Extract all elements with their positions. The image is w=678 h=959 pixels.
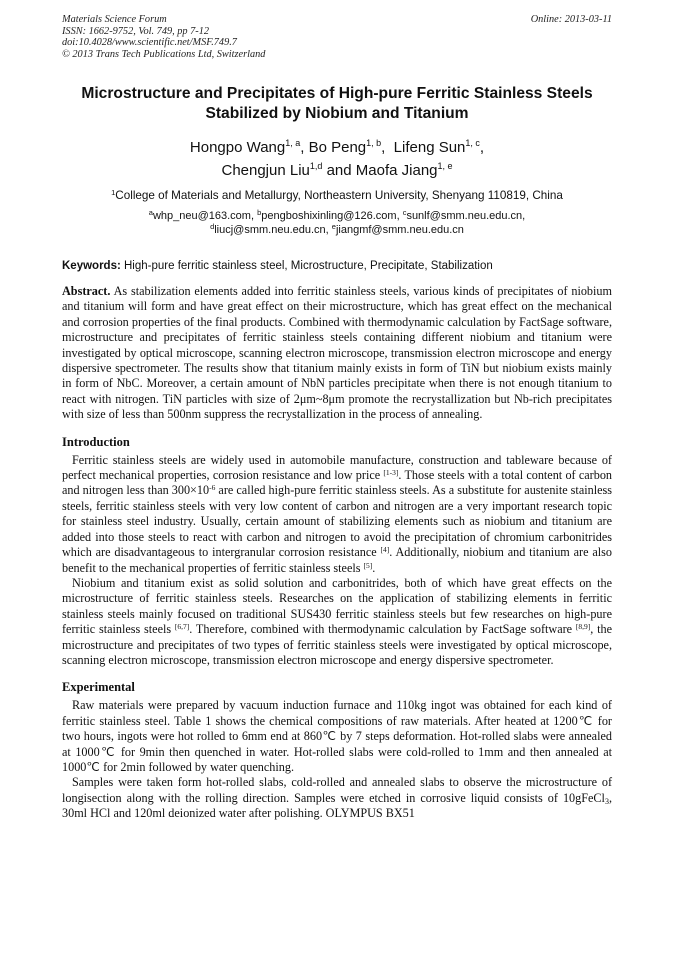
exponent: -6 <box>209 483 216 493</box>
author-line-1 <box>62 136 612 159</box>
author-sup: 1, c <box>465 138 480 148</box>
text-run: . <box>372 560 376 575</box>
citation[interactable]: [6,7] <box>174 622 190 632</box>
email-separator: , <box>250 210 258 222</box>
email-separator: , <box>325 224 332 236</box>
citation[interactable]: [8,9] <box>575 622 591 632</box>
email-list <box>62 209 612 237</box>
abstract-text: As stabilization elements added into ferritic stainless steels, various kinds of precipitates of niobium and titanium will form and have great effect on their microstructure, which has great effect on the mechanical and corrosion properties of the final products. Combined with thermodynamic calculation by FactSage software, microstructure and precipitates of ferritic stainless steels containing different niobium and titanium were investigated by optical microscope, scanning electron microscope, transmission electron microscope and energy dispersive spectrometer. The results show that titanium mainly exists in form of TiN but niobium exists mainly in form of NbC. Moreover, a certain amount of NbN particles precipitate when there is not enough titanium to react with nitrogen. TiN particles with size of 2μm~8μm promote the recrystallization but Nb-rich precipitates with size of less than 500nm suppress the recrystallization in the process of annealing. <box>62 284 612 422</box>
experimental-paragraph-1: Raw materials were prepared by vacuum induction furnace and 110kg ingot was obtained for each kind of ferritic stainless steel. Table 1 shows the chemical compositions of raw materials. After heated at 1200℃ for two hours, ingots were hot rolled to 6mm end at 860℃ by 7 steps deformation. Hot-rolled slabs were annealed at 1000℃ for 9min then quenched in water. Hot-rolled slabs were cold-rolled to 1mm and then annealed at 1000℃ for 2min followed by water quenching. <box>62 698 612 774</box>
author-name: Bo Peng <box>308 139 367 156</box>
author-separator: and <box>322 162 356 179</box>
text-run: . Additionally, niobium and titanium are also benefit to the mechanical properties of ferritic stainless steels <box>62 545 612 575</box>
text-run: , the microstructure and precipitates of two types of ferritic stainless steels were investigated by optical microscope, scanning electron microscope, transmission electron microscope and energy dispersive spectrometer. <box>62 622 612 667</box>
abstract-label: Abstract. <box>62 284 111 298</box>
abstract <box>62 284 612 423</box>
citation[interactable]: [5] <box>363 560 373 570</box>
email-address[interactable]: liucj@smm.neu.edu.cn <box>214 224 326 236</box>
author-name: Chengjun Liu <box>221 162 310 179</box>
introduction-heading: Introduction <box>62 434 130 449</box>
title-line-1: Microstructure and Precipitates of High-pure Ferritic Stainless Steels <box>81 85 593 102</box>
text-run: Ferritic stainless steels are widely used in automobile manufacture, construction and tableware because of perfect mechanical properties, corrosion resistance and low price <box>62 452 612 483</box>
citation[interactable]: [4] <box>380 545 390 555</box>
author-separator: , <box>479 139 485 156</box>
author-name: Hongpo Wang <box>189 139 286 156</box>
text-run: . Those steels with a total content of carbon and nitrogen less than 300×10 <box>62 468 613 498</box>
email-sup: d <box>210 222 215 231</box>
email-line-1 <box>62 209 612 223</box>
text-run: Niobium and titanium exist as solid solution and carbonitrides, both of which have great effects on the microstructure of ferritic stainless steels. Researches on the application of stabilizing elements in ferritic stainless steels mainly focused on traditional SUS430 ferritic stainless steels but few researches on high-pure ferritic stainless steels <box>62 575 612 637</box>
subscript: 3 <box>604 796 609 806</box>
author-separator: , <box>381 139 394 156</box>
keywords-label: Keywords: <box>62 260 121 272</box>
online-date: Online: 2013-03-11 <box>530 14 612 25</box>
author-name: Maofa Jiang <box>355 162 438 179</box>
journal-header <box>62 14 612 60</box>
author-sup: 1, a <box>285 138 301 148</box>
author-sup: 1,d <box>309 161 323 171</box>
text-run: are called high-pure ferritic stainless steels. As a substitute for austenite stainless steels, ferritic stainless steels with very low content of carbon and nitrogen are a very important research topic for stainless steel industry. Usually, certain amount of stabilizing elements such as niobium and titanium are added into those steels to react with carbon and nitrogen to avoid the precipitation of chromium carbonitrides which are disadvantageous to intergranular corrosion resistance <box>62 483 612 560</box>
journal-name: Materials Science Forum <box>62 14 167 25</box>
issn-line: ISSN: 1662-9752, Vol. 749, pp 7-12 <box>62 25 210 37</box>
affiliation <box>62 188 612 203</box>
doi-line: doi:10.4028/www.scientific.net/MSF.749.7 <box>62 37 237 48</box>
email-line-2 <box>62 223 612 237</box>
author-list <box>62 136 612 182</box>
introduction-paragraph-2 <box>62 576 612 668</box>
email-address[interactable]: pengboshixinling@126.com <box>261 210 397 222</box>
keywords-text: High-pure ferritic stainless steel, Microstructure, Precipitate, Stabilization <box>124 260 493 272</box>
experimental-paragraph-2 <box>62 775 612 821</box>
experimental-heading: Experimental <box>62 680 135 695</box>
affiliation-text: College of Materials and Metallurgy, Northeastern University, Shenyang 110819, China <box>115 189 563 202</box>
introduction-paragraph-1 <box>62 453 612 576</box>
affiliation-sup: 1 <box>111 188 116 197</box>
keywords <box>62 259 612 274</box>
email-address[interactable]: whp_neu@163.com <box>152 210 251 222</box>
title-line-2: Stabilized by Niobium and Titanium <box>205 105 469 122</box>
citation[interactable]: [1-3] <box>383 468 399 478</box>
paper-title <box>62 84 612 124</box>
email-sup: c <box>402 208 407 217</box>
text-run: , 30ml HCl and 120ml deionized water after polishing. OLYMPUS BX51 <box>62 790 612 821</box>
author-separator: , <box>300 139 309 156</box>
email-separator: , <box>396 210 403 222</box>
author-name: Lifeng Sun <box>393 139 466 156</box>
email-sup: b <box>257 208 262 217</box>
text-run: Samples were taken form hot-rolled slabs, cold-rolled and annealed slabs to observe the microstructure of longisection along with the rolling direction. Samples were etched in corrosive liquid consists of 10gFeCl <box>62 775 612 805</box>
author-line-2 <box>62 159 612 182</box>
copyright-line: © 2013 Trans Tech Publications Ltd, Switzerland <box>62 48 266 60</box>
author-sup: 1, e <box>437 161 453 171</box>
email-sup: a <box>148 208 153 217</box>
email-sup: e <box>331 222 336 231</box>
email-address[interactable]: jiangmf@smm.neu.edu.cn <box>335 224 464 236</box>
text-run: . Therefore, combined with thermodynamic calculation by FactSage software <box>189 622 576 637</box>
author-sup: 1, b <box>366 138 382 148</box>
email-address[interactable]: sunlf@smm.neu.edu.cn, <box>406 210 526 222</box>
